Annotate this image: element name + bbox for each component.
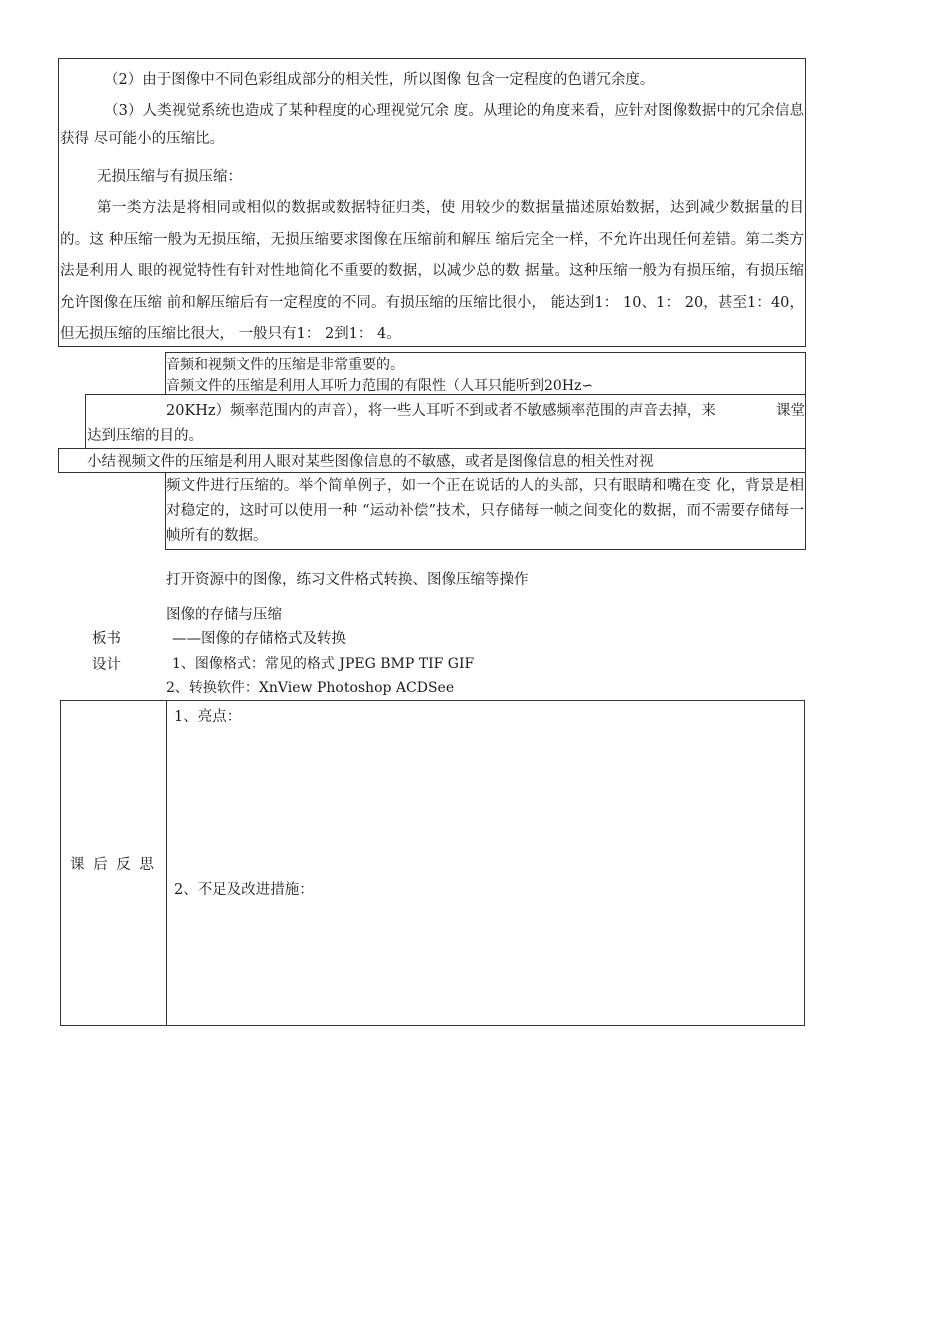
reflection-table bbox=[60, 700, 805, 1026]
section2-right-border-upper bbox=[805, 352, 806, 394]
video-compression-paragraph: 频文件进行压缩的。举个简单例子，如一个正在说话的人的头部，只有眼睛和嘴在变 化，背景是相对稳定的，这时可以使用一种 “运动补偿”技术，只存储每一帧之间变化的数据，而不需要存储每一帧所有的数据。 bbox=[166, 478, 804, 544]
video-compression-line: 视频文件的压缩是利用人眼对某些图像信息的不敏感，或者是图像信息的相关性对视 bbox=[117, 454, 654, 470]
section2-top-border bbox=[165, 352, 806, 353]
reflection-label: 课 后 反 思 bbox=[70, 857, 156, 873]
audio-purpose-line: 达到压缩的目的。 bbox=[87, 428, 203, 444]
board-item-software: 2、转换软件：XnView Photoshop ACDSee bbox=[166, 680, 455, 696]
paragraph-visual-redundancy: （3）人类视觉系统也造成了某种程度的心理视觉冗余 度。从理论的角度来看，应针对图像数据中的冗余信息获得 尽可能小的压缩比。 bbox=[60, 103, 804, 147]
board-title: 图像的存储与压缩 bbox=[166, 607, 282, 623]
board-item-formats: 1、图像格式：常见的格式 JPEG BMP TIF GIF bbox=[172, 656, 475, 672]
practice-activity: 打开资源中的图像，练习文件格式转换、图像压缩等操作 bbox=[166, 572, 529, 588]
paragraph-compression-methods: 第一类方法是将相同或相似的数据或数据特征归类，使 用较少的数据量描述原始数据，达到减少数据量的目的。这 种压缩一般为无损压缩，无损压缩要求图像在压缩前和解压 缩后完全一样，不允许出现任何差错。第二类方法是利用人 眼的视觉特性有针对性地简化不重要的数据，以减少总的数 据量。这种压缩一般为有损压缩，有损压缩允许图像在压缩 前和解压缩后有一定程度的不同。有损压缩的压缩比很小， 能达到1： 10、1： 20，甚至1：40，但无损压缩的压缩比很大， 一般只有1： 2到1： 4。 bbox=[60, 200, 804, 342]
audio-video-line: 音频和视频文件的压缩是非常重要的。 bbox=[166, 357, 404, 373]
section2-right-border-mid bbox=[805, 394, 806, 448]
side-label-xiaojie: 小结 bbox=[87, 454, 116, 470]
section2-bottom-border bbox=[165, 549, 806, 550]
board-label-line2: 设计 bbox=[92, 657, 121, 673]
reflection-improvements: 2、不足及改进措施： bbox=[174, 882, 314, 898]
audio-compression-line: 音频文件的压缩是利用人耳听力范围的有限性（人耳只能听到20Hz∽ bbox=[166, 378, 594, 394]
side-label-ketang: 课堂 bbox=[776, 403, 805, 419]
section2-left-border-row bbox=[58, 448, 59, 472]
heading-lossless-lossy: 无损压缩与有损压缩： bbox=[97, 169, 242, 185]
reflection-divider bbox=[166, 700, 167, 1026]
reflection-highlights: 1、亮点： bbox=[174, 709, 242, 725]
audio-frequency-line: 20KHz）频率范围内的声音），将一些人耳听不到或者不敏感频率范围的声音去掉，来 bbox=[166, 403, 716, 419]
board-subtitle: ——图像的存储格式及转换 bbox=[172, 631, 346, 647]
board-label-line1: 板书 bbox=[92, 631, 121, 647]
section2-left-border-mid bbox=[85, 394, 86, 448]
paragraph-color-redundancy: （2）由于图像中不同色彩组成部分的相关性，所以图像 包含一定程度的色谱冗余度。 bbox=[104, 72, 655, 88]
section2-right-border-row bbox=[805, 448, 806, 550]
